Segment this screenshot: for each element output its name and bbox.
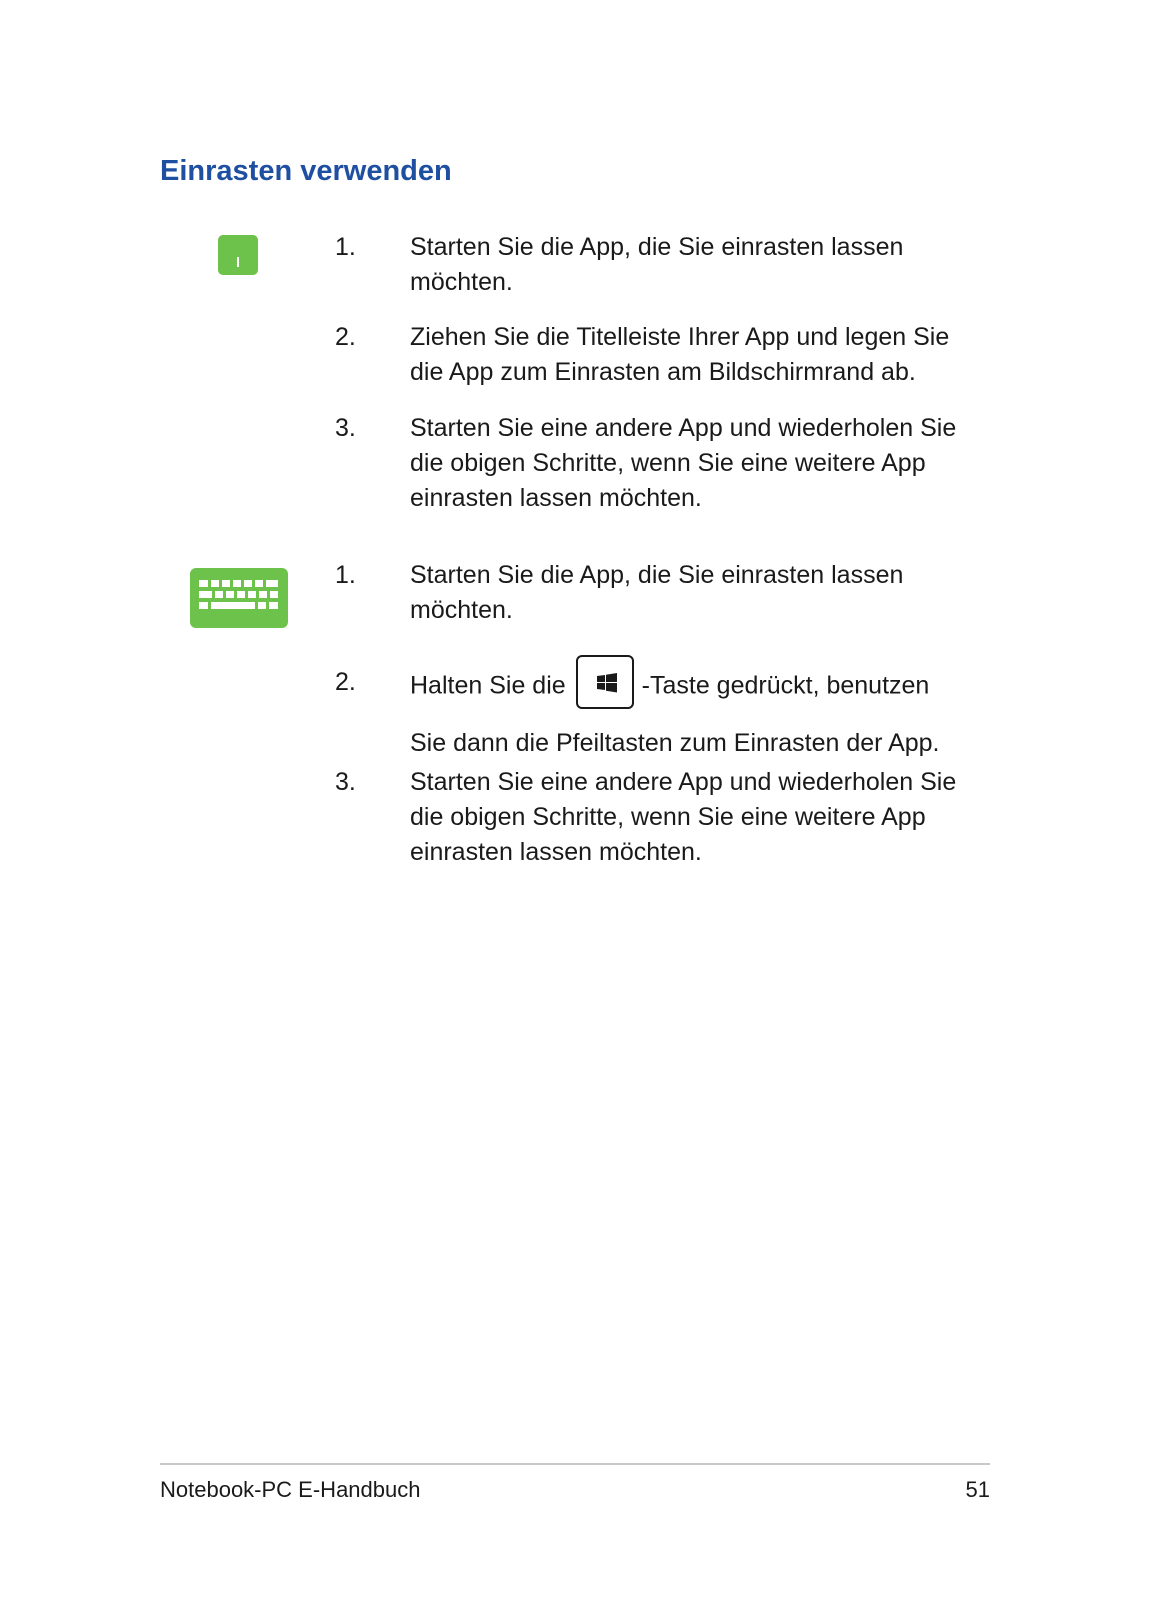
keyboard-icon xyxy=(190,568,288,628)
step-text xyxy=(410,320,1000,390)
step-text-line: Starten Sie eine andere App und wiederholen Sie xyxy=(410,414,957,442)
step-text-line: möchten. xyxy=(410,268,513,296)
step-text-line: Ziehen Sie die Titelleiste Ihrer App und legen Sie xyxy=(410,323,950,351)
page-number: 51 xyxy=(965,1477,990,1502)
step-text-line: die App zum Einrasten am Bildschirmrand ab. xyxy=(410,358,916,386)
step-text-line: möchten. xyxy=(410,596,513,624)
section-heading: Einrasten verwenden xyxy=(160,155,452,187)
step-number: 3. xyxy=(335,768,356,796)
step-number: 1. xyxy=(335,233,356,261)
step-number: 2. xyxy=(335,668,356,696)
footer-title: Notebook-PC E-Handbuch xyxy=(160,1477,421,1502)
step-text-line: die obigen Schritte, wenn Sie eine weitere App xyxy=(410,803,926,831)
step-text-line: Sie dann die Pfeiltasten zum Einrasten der App. xyxy=(410,729,940,757)
step-text-line: einrasten lassen möchten. xyxy=(410,484,702,512)
footer-divider xyxy=(160,1463,990,1465)
touchpad-button-mark xyxy=(237,257,239,267)
keyboard-keys-graphic xyxy=(190,568,288,628)
step-number: 2. xyxy=(335,323,356,351)
step-text xyxy=(410,558,1000,628)
step-number: 3. xyxy=(335,414,356,442)
step-text-line xyxy=(410,665,1000,709)
step-text xyxy=(410,230,1000,300)
step-text-before-key: Halten Sie die xyxy=(410,671,566,700)
step-text xyxy=(410,765,1000,870)
step-text xyxy=(410,411,1000,516)
step-text-after-key: -Taste gedrückt, benutzen xyxy=(641,671,930,700)
touchpad-icon xyxy=(218,235,258,275)
step-text-line: einrasten lassen möchten. xyxy=(410,838,702,866)
step-text-line: Starten Sie die App, die Sie einrasten lassen xyxy=(410,561,904,589)
step-text-line: die obigen Schritte, wenn Sie eine weitere App xyxy=(410,449,926,477)
step-text-line: Starten Sie die App, die Sie einrasten lassen xyxy=(410,233,904,261)
windows-logo-icon xyxy=(597,673,617,693)
step-number: 1. xyxy=(335,561,356,589)
step-text xyxy=(410,665,1000,761)
windows-key-icon xyxy=(576,655,634,709)
step-text-line: Starten Sie eine andere App und wiederholen Sie xyxy=(410,768,957,796)
